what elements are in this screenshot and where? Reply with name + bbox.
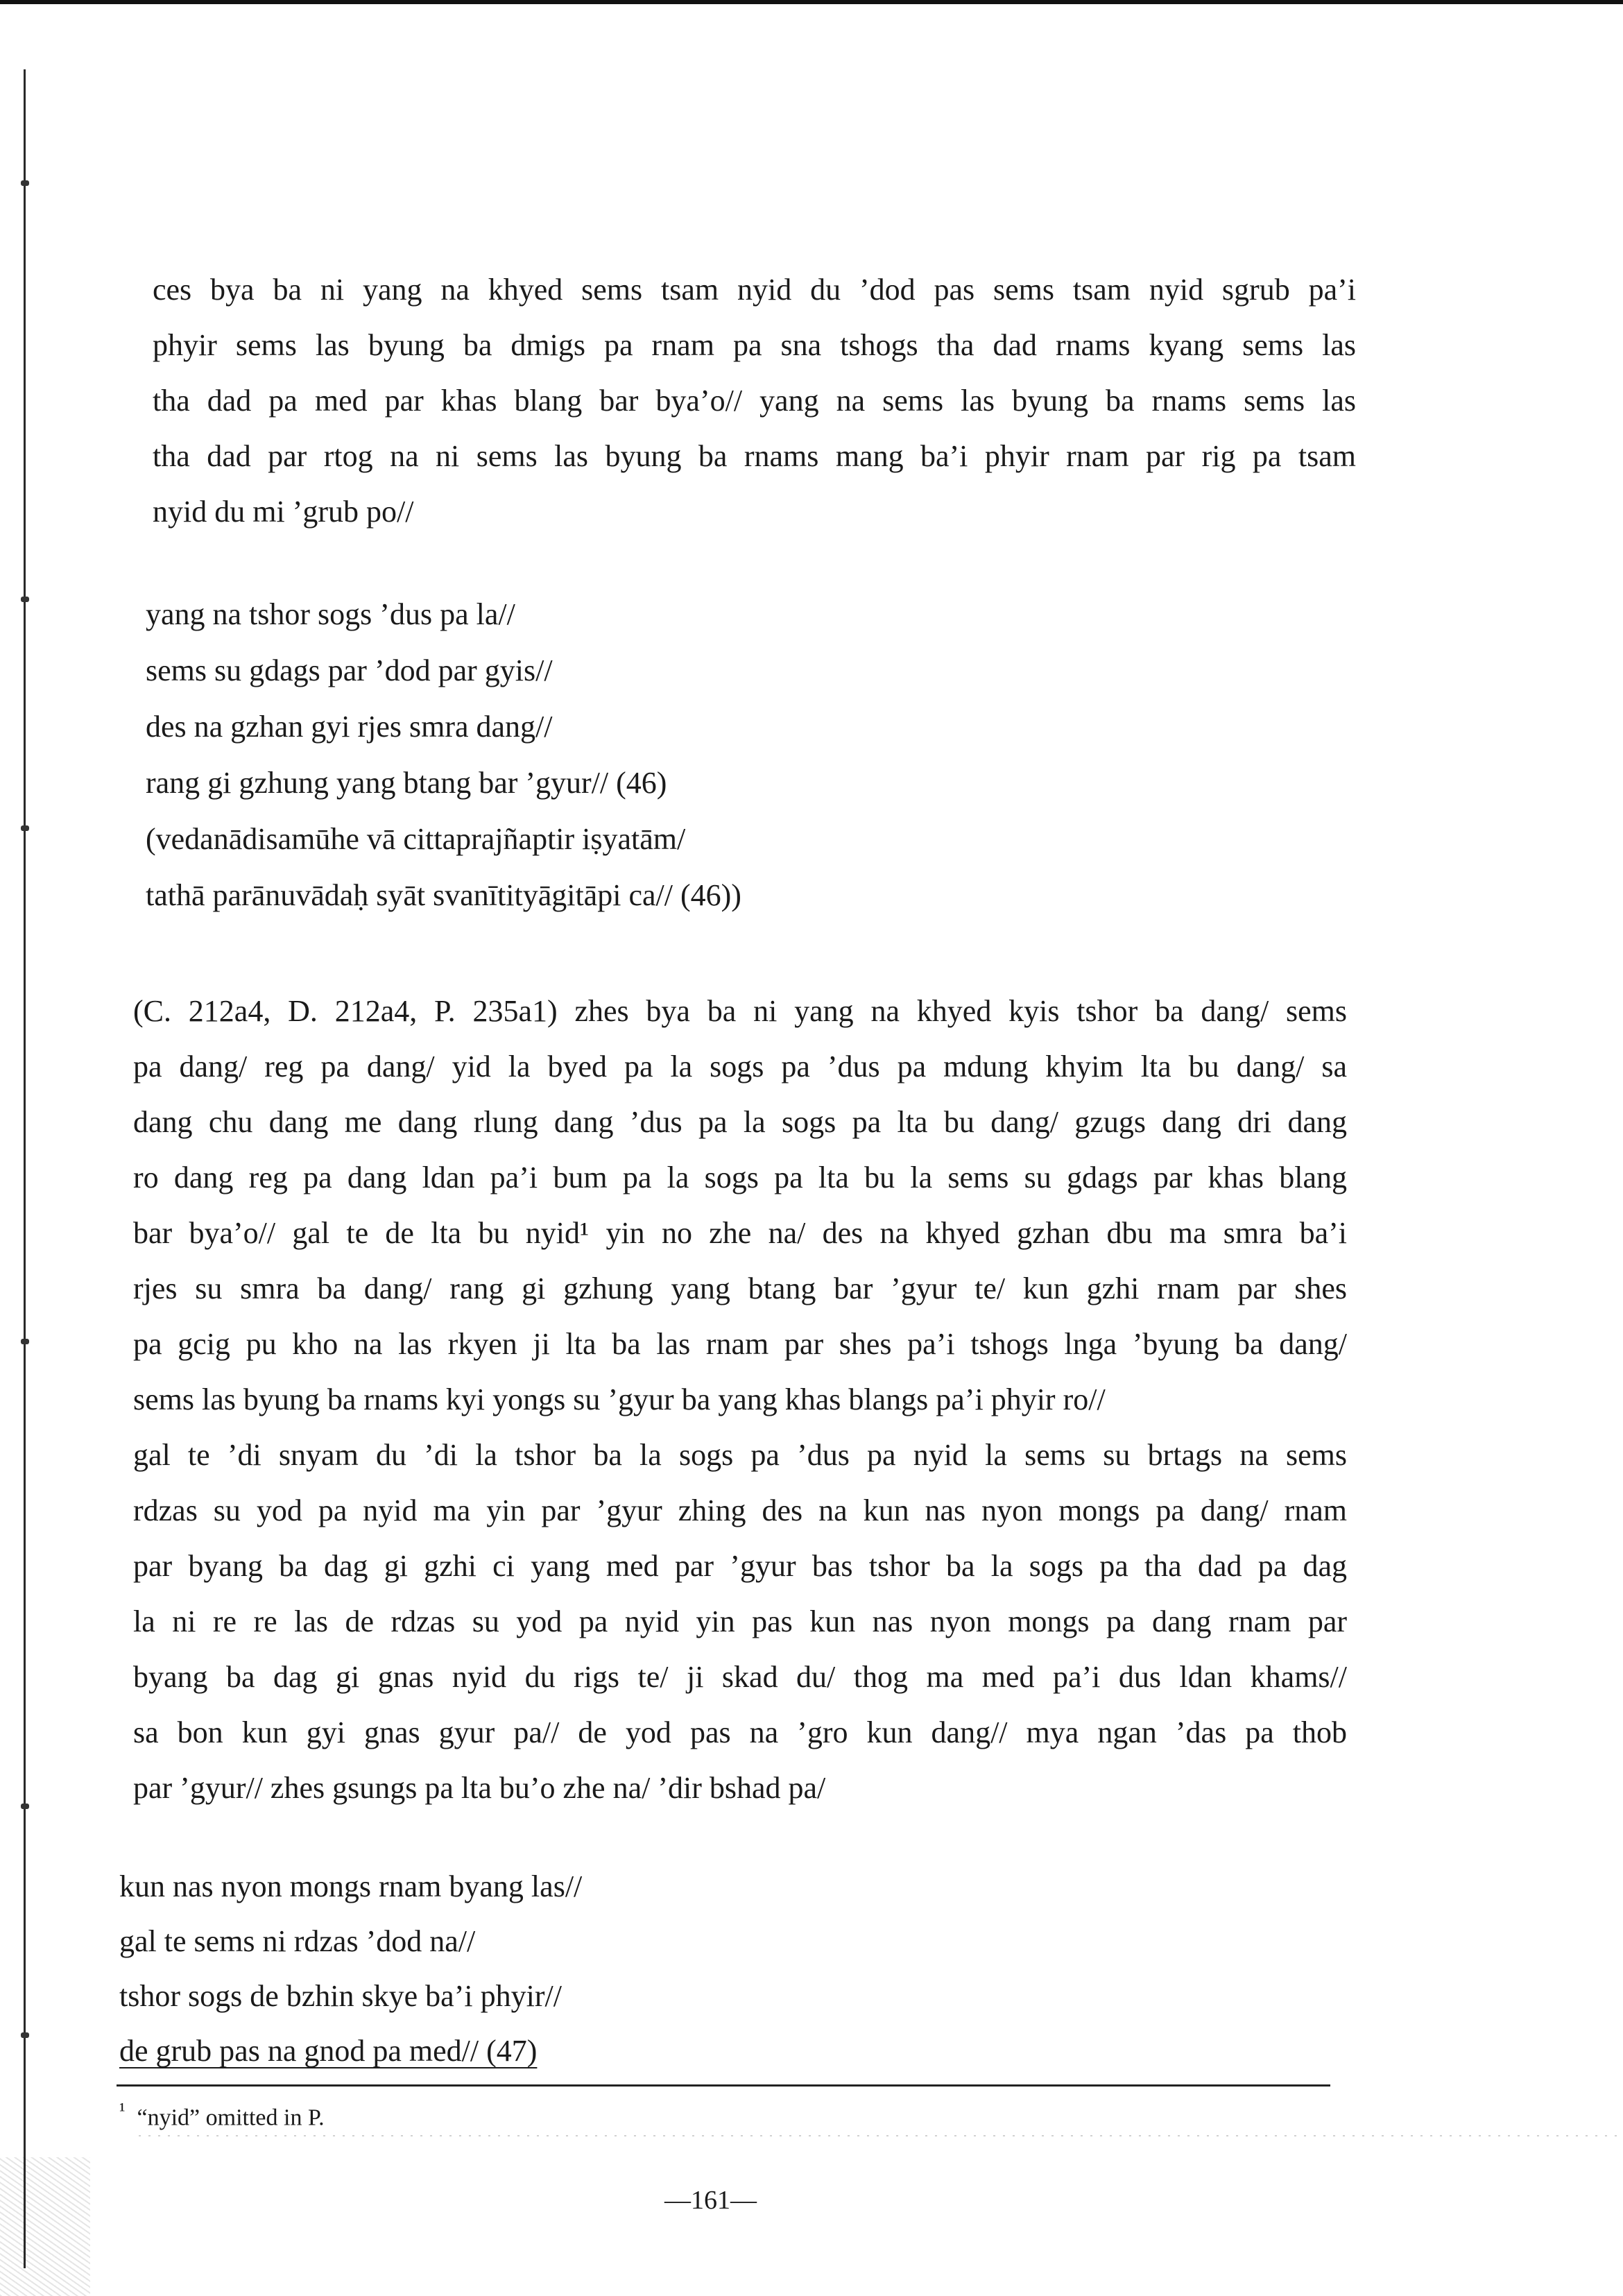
text-line: phyir sems las byung ba dmigs pa rnam pa sna tshogs tha dad rnams kyang sems las	[153, 328, 1356, 362]
text-line: ro dang reg pa dang ldan pa’i bum pa la sogs pa lta bu la sems su gdags par khas blang	[133, 1160, 1347, 1194]
verse-line: rang gi gzhung yang btang bar ’gyur// (46)	[146, 766, 667, 800]
sanskrit-verse-line: (vedanādisamūhe vā cittaprajñaptir iṣyatām/	[146, 822, 686, 856]
text-line: rjes su smra ba dang/ rang gi gzhung yang btang bar ’gyur te/ kun gzhi rnam par shes	[133, 1271, 1347, 1305]
scan-top-edge	[0, 0, 1623, 4]
text-line: pa dang/ reg pa dang/ yid la byed pa la sogs pa ’dus pa mdung khyim lta bu dang/ sa	[133, 1050, 1347, 1083]
scan-speckle	[0, 2157, 90, 2296]
text-line: pa gcig pu kho na las rkyen ji lta ba las rnam par shes pa’i tshogs lnga ’byung ba dang/	[133, 1327, 1347, 1361]
verse-line: yang na tshor sogs ’dus pa la//	[146, 597, 515, 631]
verse-line-underlined: de grub pas na gnod pa med// (47)	[119, 2034, 538, 2068]
footnote-separator	[117, 2084, 1330, 2087]
footnote	[119, 2093, 325, 2135]
scan-artifact-line	[139, 2135, 1623, 2136]
text-line: sems las byung ba rnams kyi yongs su ’gyur ba yang khas blangs pa’i phyir ro//	[133, 1382, 1106, 1416]
verse-47	[119, 1859, 582, 2078]
text-line: byang ba dag gi gnas nyid du rigs te/ ji skad du/ thog ma med pa’i dus ldan khams//	[133, 1660, 1347, 1694]
text-line: par byang ba dag gi gzhi ci yang med par ’gyur bas tshor ba la sogs pa tha dad pa dag	[133, 1549, 1347, 1583]
verse-line: des na gzhan gyi rjes smra dang//	[146, 710, 553, 744]
text-line: bar bya’o// gal te de lta bu nyid¹ yin no zhe na/ des na khyed gzhan dbu ma smra ba’i	[133, 1216, 1347, 1250]
binding-mark	[21, 825, 29, 831]
binding-mark	[21, 2032, 29, 2038]
binding-mark	[21, 1339, 29, 1344]
sanskrit-verse-line: tathā parānuvādaḥ syāt svanītityāgitāpi ca// (46))	[146, 878, 741, 912]
text-line: rdzas su yod pa nyid ma yin par ’gyur zhing des na kun nas nyon mongs pa dang/ rnam	[133, 1493, 1347, 1527]
text-line: nyid du mi ’grub po//	[153, 495, 414, 529]
page-number: —161—	[664, 2186, 757, 2215]
verse-line	[119, 2023, 582, 2078]
verse-46	[146, 586, 741, 923]
paragraph-2	[133, 984, 1347, 1816]
binding-line	[24, 69, 26, 2268]
binding-edge	[21, 69, 28, 2268]
binding-mark	[21, 597, 29, 602]
footnote-text: “nyid” omitted in P.	[137, 2105, 325, 2131]
text-line: gal te ’di snyam du ’di la tshor ba la sogs pa ’dus pa nyid la sems su brtags na sems	[133, 1438, 1347, 1472]
text-line: tha dad pa med par khas blang bar bya’o// yang na sems las byung ba rnams sems las	[153, 384, 1356, 418]
text-line: par ’gyur// zhes gsungs pa lta bu’o zhe na/ ’dir bshad pa/	[133, 1771, 826, 1805]
binding-mark	[21, 180, 29, 186]
text-line: tha dad par rtog na ni sems las byung ba rnams mang ba’i phyir rnam par rig pa tsam	[153, 439, 1356, 473]
text-line: sa bon kun gyi gnas gyur pa// de yod pas na ’gro kun dang// mya ngan ’das pa thob	[133, 1715, 1347, 1749]
text-line: dang chu dang me dang rlung dang ’dus pa la sogs pa lta bu dang/ gzugs dang dri dang	[133, 1105, 1347, 1139]
verse-line: sems su gdags par ’dod par gyis//	[146, 653, 553, 687]
binding-mark	[21, 1804, 29, 1809]
text-line: (C. 212a4, D. 212a4, P. 235a1) zhes bya ba ni yang na khyed kyis tshor ba dang/ sems	[133, 994, 1347, 1028]
text-line: ces bya ba ni yang na khyed sems tsam nyid du ’dod pas sems tsam nyid sgrub pa’i	[153, 273, 1356, 307]
paragraph-1	[153, 262, 1356, 540]
verse-line: gal te sems ni rdzas ’dod na//	[119, 1924, 476, 1958]
verse-line: kun nas nyon mongs rnam byang las//	[119, 1869, 583, 1903]
text-line: la ni re re las de rdzas su yod pa nyid yin pas kun nas nyon mongs pa dang rnam par	[133, 1604, 1347, 1638]
verse-line: tshor sogs de bzhin skye ba’i phyir//	[119, 1979, 562, 2013]
footnote-marker: ¹	[119, 2100, 126, 2121]
